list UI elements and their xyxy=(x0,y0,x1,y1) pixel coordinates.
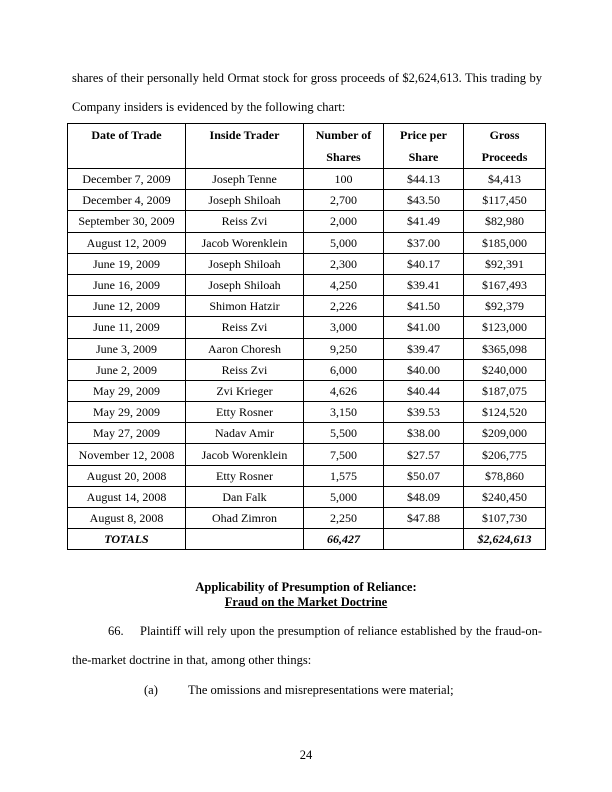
shares-cell: 100 xyxy=(304,169,384,190)
table-row xyxy=(68,444,546,465)
trader-cell: Joseph Shiloah xyxy=(186,253,304,274)
trader-cell: Reiss Zvi xyxy=(186,317,304,338)
gross-proceeds-cell: $365,098 xyxy=(464,338,546,359)
shares-cell: 5,500 xyxy=(304,423,384,444)
price-cell: $41.49 xyxy=(384,211,464,232)
trader-cell: Joseph Tenne xyxy=(186,169,304,190)
header-price-per-share xyxy=(384,124,464,169)
trader-cell: Etty Rosner xyxy=(186,402,304,423)
list-item-a xyxy=(144,682,454,698)
price-cell: $41.00 xyxy=(384,317,464,338)
shares-cell: 3,000 xyxy=(304,317,384,338)
gross-proceeds-cell: $185,000 xyxy=(464,232,546,253)
page-number: 24 xyxy=(299,748,313,762)
date-cell: May 29, 2009 xyxy=(68,402,186,423)
date-cell: August 14, 2008 xyxy=(68,486,186,507)
header-gross-line-2: Proceeds xyxy=(481,150,528,164)
table-row xyxy=(68,296,546,317)
totals-label: TOTALS xyxy=(68,529,186,550)
table-row xyxy=(68,508,546,529)
gross-proceeds-cell: $124,520 xyxy=(464,402,546,423)
trader-cell: Jacob Worenklein xyxy=(186,444,304,465)
date-cell: June 19, 2009 xyxy=(68,253,186,274)
date-cell: August 8, 2008 xyxy=(68,508,186,529)
header-shares-line-2: Shares xyxy=(326,150,361,164)
trader-cell: Etty Rosner xyxy=(186,465,304,486)
shares-cell: 3,150 xyxy=(304,402,384,423)
date-cell: September 30, 2009 xyxy=(68,211,186,232)
list-item-a-label: (a) xyxy=(144,683,158,697)
shares-cell: 5,000 xyxy=(304,486,384,507)
date-cell: December 7, 2009 xyxy=(68,169,186,190)
totals-shares: 66,427 xyxy=(304,529,384,550)
shares-cell: 4,626 xyxy=(304,380,384,401)
gross-proceeds-cell: $92,379 xyxy=(464,296,546,317)
trader-cell: Nadav Amir xyxy=(186,423,304,444)
table-row xyxy=(68,274,546,295)
trader-cell: Joseph Shiloah xyxy=(186,274,304,295)
gross-proceeds-cell: $240,000 xyxy=(464,359,546,380)
totals-trader-cell xyxy=(186,529,304,550)
shares-cell: 9,250 xyxy=(304,338,384,359)
price-cell: $39.47 xyxy=(384,338,464,359)
price-cell: $38.00 xyxy=(384,423,464,444)
date-cell: December 4, 2009 xyxy=(68,190,186,211)
date-cell: August 20, 2008 xyxy=(68,465,186,486)
header-date-line-1: Date of Trade xyxy=(91,128,162,142)
date-cell: June 16, 2009 xyxy=(68,274,186,295)
price-cell: $40.00 xyxy=(384,359,464,380)
trader-cell: Reiss Zvi xyxy=(186,211,304,232)
price-cell: $48.09 xyxy=(384,486,464,507)
date-cell: June 12, 2009 xyxy=(68,296,186,317)
date-cell: June 2, 2009 xyxy=(68,359,186,380)
insider-trades-table xyxy=(67,123,546,550)
gross-proceeds-cell: $167,493 xyxy=(464,274,546,295)
date-cell: August 12, 2009 xyxy=(68,232,186,253)
table-header-row xyxy=(68,124,546,169)
table-row xyxy=(68,232,546,253)
table-row xyxy=(68,211,546,232)
shares-cell: 5,000 xyxy=(304,232,384,253)
trader-cell: Jacob Worenklein xyxy=(186,232,304,253)
gross-proceeds-cell: $82,980 xyxy=(464,211,546,232)
table-row xyxy=(68,253,546,274)
totals-price-cell xyxy=(384,529,464,550)
trader-cell: Dan Falk xyxy=(186,486,304,507)
header-inside-trader xyxy=(186,124,304,169)
paragraph-66-text-1: Plaintiff will rely upon the presumption of reliance established by the fraud-on- xyxy=(140,624,542,638)
header-price-line-1: Price per xyxy=(400,128,447,142)
gross-proceeds-cell: $187,075 xyxy=(464,380,546,401)
header-number-of-shares xyxy=(304,124,384,169)
date-cell: June 3, 2009 xyxy=(68,338,186,359)
table-row xyxy=(68,486,546,507)
header-gross-line-1: Gross xyxy=(489,128,520,142)
trader-cell: Reiss Zvi xyxy=(186,359,304,380)
gross-proceeds-cell: $78,860 xyxy=(464,465,546,486)
trader-cell: Shimon Hatzir xyxy=(186,296,304,317)
table-row xyxy=(68,465,546,486)
table-row xyxy=(68,380,546,401)
paragraph-66-line-1 xyxy=(72,623,542,639)
gross-proceeds-cell: $123,000 xyxy=(464,317,546,338)
shares-cell: 2,300 xyxy=(304,253,384,274)
totals-row xyxy=(68,529,546,550)
header-trader-line-1: Inside Trader xyxy=(209,128,280,142)
price-cell: $27.57 xyxy=(384,444,464,465)
date-cell: May 29, 2009 xyxy=(68,380,186,401)
price-cell: $39.41 xyxy=(384,274,464,295)
price-cell: $37.00 xyxy=(384,232,464,253)
price-cell: $41.50 xyxy=(384,296,464,317)
list-item-a-text: The omissions and misrepresentations were material; xyxy=(188,683,454,697)
date-cell: May 27, 2009 xyxy=(68,423,186,444)
price-cell: $43.50 xyxy=(384,190,464,211)
table-row xyxy=(68,169,546,190)
shares-cell: 2,700 xyxy=(304,190,384,211)
table-row xyxy=(68,317,546,338)
table-row xyxy=(68,402,546,423)
shares-cell: 2,226 xyxy=(304,296,384,317)
shares-cell: 4,250 xyxy=(304,274,384,295)
section-heading-line-1: Applicability of Presumption of Reliance: xyxy=(195,580,417,594)
price-cell: $47.88 xyxy=(384,508,464,529)
gross-proceeds-cell: $92,391 xyxy=(464,253,546,274)
table-row xyxy=(68,338,546,359)
price-cell: $40.17 xyxy=(384,253,464,274)
totals-gross-proceeds: $2,624,613 xyxy=(464,529,546,550)
table-row xyxy=(68,190,546,211)
shares-cell: 1,575 xyxy=(304,465,384,486)
header-gross-proceeds xyxy=(464,124,546,169)
price-cell: $40.44 xyxy=(384,380,464,401)
paragraph-66-line-2: the-market doctrine in that, among other things: xyxy=(72,653,312,667)
gross-proceeds-cell: $240,450 xyxy=(464,486,546,507)
intro-line-2: Company insiders is evidenced by the following chart: xyxy=(72,100,346,114)
price-cell: $50.07 xyxy=(384,465,464,486)
table-row xyxy=(68,359,546,380)
trader-cell: Ohad Zimron xyxy=(186,508,304,529)
gross-proceeds-cell: $206,775 xyxy=(464,444,546,465)
gross-proceeds-cell: $4,413 xyxy=(464,169,546,190)
paragraph-number: 66. xyxy=(108,624,124,638)
date-cell: November 12, 2008 xyxy=(68,444,186,465)
price-cell: $39.53 xyxy=(384,402,464,423)
gross-proceeds-cell: $209,000 xyxy=(464,423,546,444)
shares-cell: 7,500 xyxy=(304,444,384,465)
gross-proceeds-cell: $107,730 xyxy=(464,508,546,529)
table-body xyxy=(68,169,546,529)
table-row xyxy=(68,423,546,444)
gross-proceeds-cell: $117,450 xyxy=(464,190,546,211)
shares-cell: 2,000 xyxy=(304,211,384,232)
trader-cell: Aaron Choresh xyxy=(186,338,304,359)
shares-cell: 2,250 xyxy=(304,508,384,529)
trader-cell: Zvi Krieger xyxy=(186,380,304,401)
header-date-of-trade xyxy=(68,124,186,169)
trader-cell: Joseph Shiloah xyxy=(186,190,304,211)
intro-line-1: shares of their personally held Ormat stock for gross proceeds of $2,624,613. This trading by xyxy=(72,71,542,85)
price-cell: $44.13 xyxy=(384,169,464,190)
shares-cell: 6,000 xyxy=(304,359,384,380)
header-price-line-2: Share xyxy=(408,150,439,164)
header-shares-line-1: Number of xyxy=(315,128,372,142)
section-heading-line-2: Fraud on the Market Doctrine xyxy=(224,595,388,609)
date-cell: June 11, 2009 xyxy=(68,317,186,338)
